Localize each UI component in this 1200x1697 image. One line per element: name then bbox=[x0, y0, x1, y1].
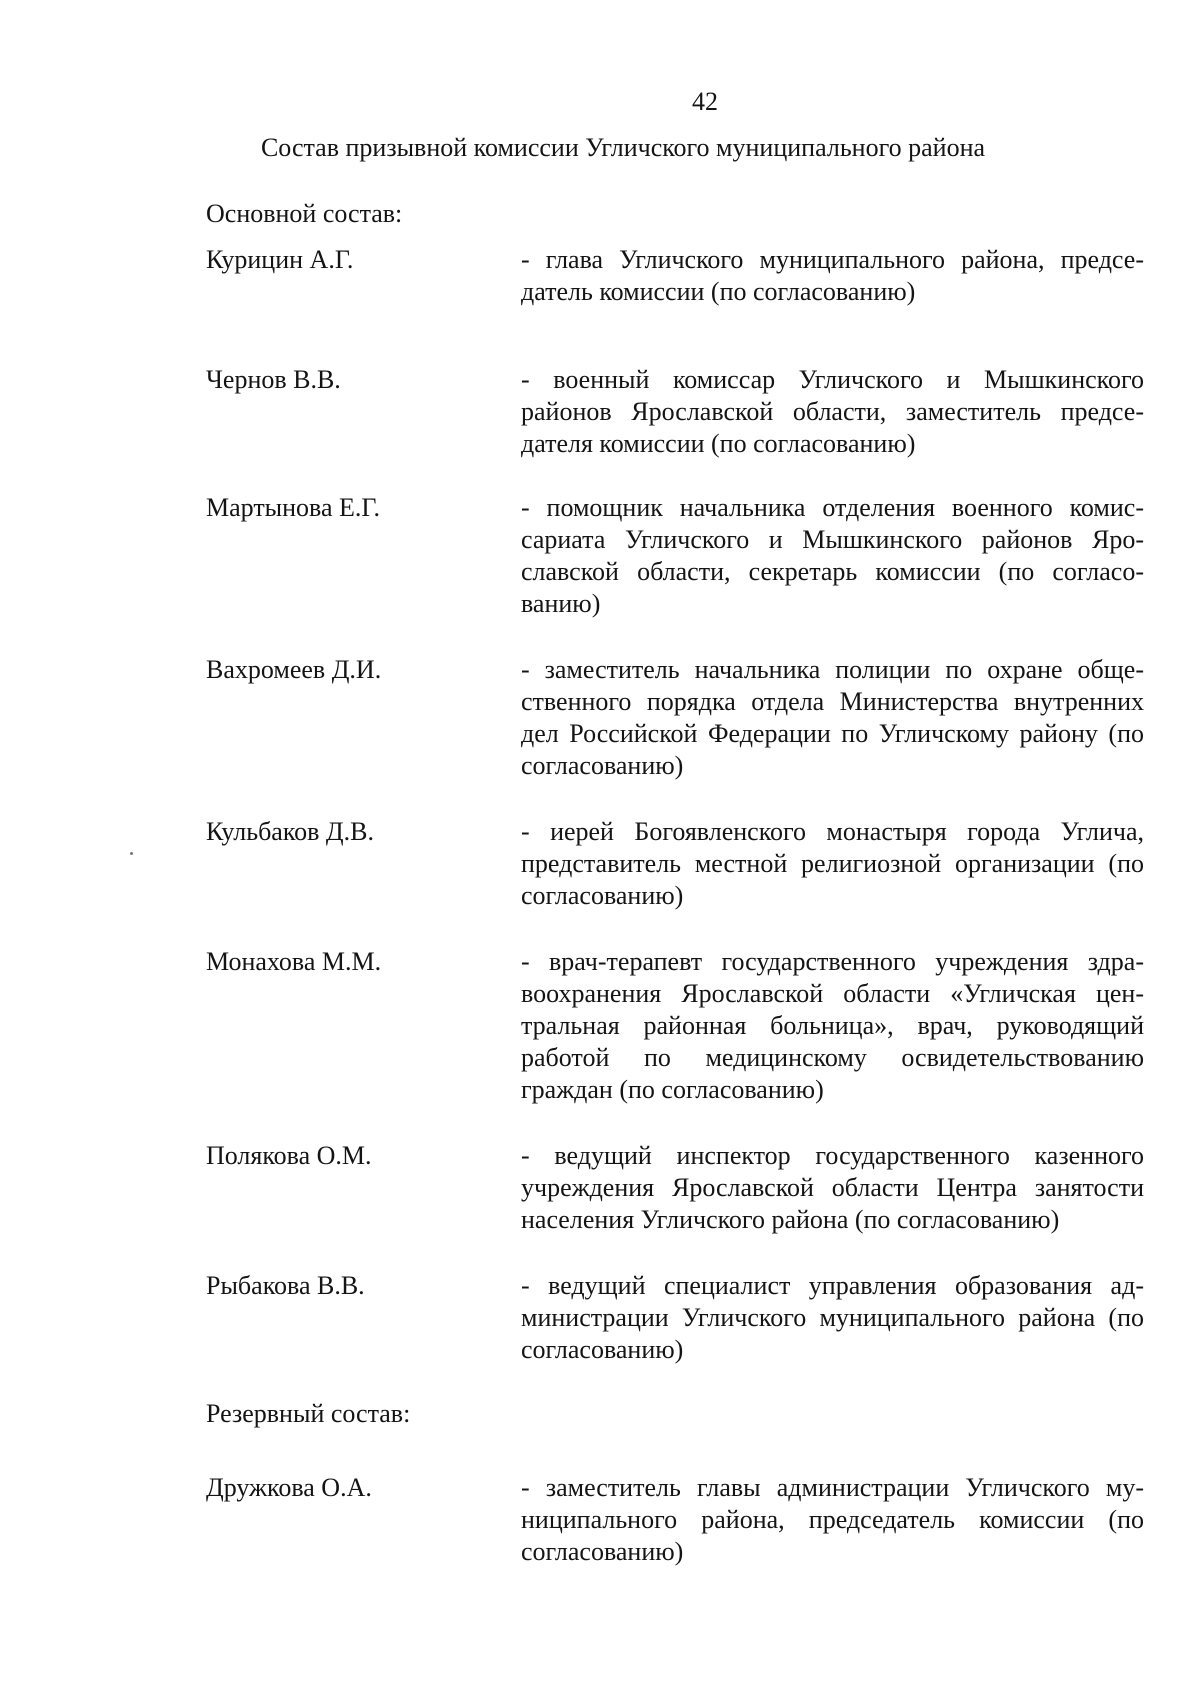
member-name: Рыбакова В.В. bbox=[206, 1271, 365, 1300]
main-composition-heading: Основной состав: bbox=[206, 199, 403, 228]
member-role: - военный комиссар Угличского и Мышкинского районов Ярославской области, заместитель председателя комиссии (по согласованию) bbox=[521, 365, 1144, 458]
member-name: Вахромеев Д.И. bbox=[206, 655, 382, 684]
page-number: 42 bbox=[692, 87, 718, 116]
member-role: - ведущий специалист управления образования администрации Угличского муниципального района (по согласованию) bbox=[521, 1271, 1144, 1364]
document-title: Состав призывной комиссии Угличского муниципального района bbox=[260, 133, 986, 162]
member-name: Мартынова Е.Г. bbox=[206, 493, 381, 522]
member-name: Чернов В.В. bbox=[206, 365, 341, 394]
member-role: - помощник начальника отделения военного комиссариата Угличского и Мышкинского районов Ярославской области, секретарь комиссии (по согласованию) bbox=[521, 493, 1144, 618]
member-name: Полякова О.М. bbox=[206, 1141, 372, 1170]
member-role: - глава Угличского муниципального района, председатель комиссии (по согласованию) bbox=[521, 245, 1144, 306]
scan-speck bbox=[130, 852, 133, 855]
member-name: Кульбаков Д.В. bbox=[206, 817, 375, 846]
member-role: - заместитель главы администрации Угличского муниципального района, председатель комиссии (по согласованию) bbox=[521, 1473, 1144, 1566]
member-name: Дружкова О.А. bbox=[206, 1473, 372, 1502]
member-role: - ведущий инспектор государственного казенного учреждения Ярославской области Центра занятости населения Угличского района (по согласованию) bbox=[521, 1141, 1144, 1234]
member-name: Монахова М.М. bbox=[206, 947, 382, 976]
reserve-composition-heading: Резервный состав: bbox=[206, 1399, 411, 1428]
member-role: - заместитель начальника полиции по охране общественного порядка отдела Министерства внутренних дел Российской Федерации по Угличскому району (по согласованию) bbox=[521, 655, 1144, 780]
member-role: - врач-терапевт государственного учреждения здравоохранения Ярославской области «Угличская центральная районная больница», врач, руководящий работой по медицинскому освидетельствованию граждан (по согласованию) bbox=[521, 947, 1144, 1104]
member-role: - иерей Богоявленского монастыря города Углича, представитель местной религиозной организации (по согласованию) bbox=[521, 817, 1144, 910]
member-name: Курицин А.Г. bbox=[206, 245, 354, 274]
